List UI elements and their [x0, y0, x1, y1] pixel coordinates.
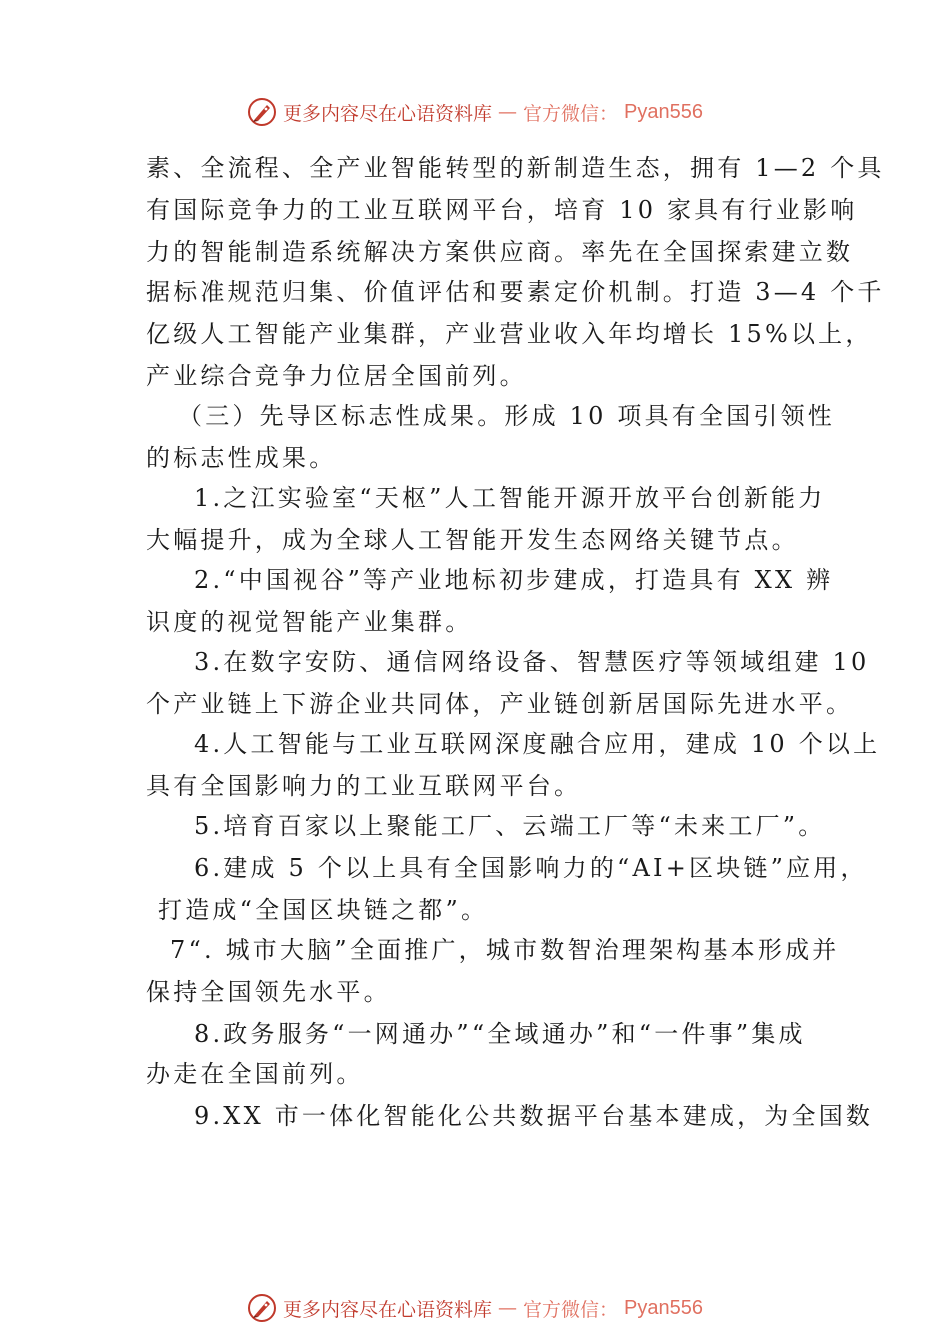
banner-main-text: 更多内容尽在心语资料库 [283, 102, 493, 125]
text-line: 办走在全国前列。 [146, 1060, 364, 1088]
list-item: 2.“中国视谷”等产业地标初步建成，打造具有 XX 辨 [194, 566, 834, 594]
banner-wechat-id: Pyan556 [624, 1296, 703, 1319]
text-line: 个产业链上下游企业共同体，产业链创新居国际先进水平。 [146, 690, 854, 718]
banner-sub-text: 官方微信： [523, 1298, 619, 1321]
text-line: 保持全国领先水平。 [146, 978, 391, 1006]
list-item: 6.建成 5 个以上具有全国影响力的“AI+区块链”应用， [194, 854, 868, 882]
list-item: 4.人工智能与工业互联网深度融合应用，建成 10 个以上 [194, 730, 881, 758]
banner-sub-text: 官方微信： [523, 102, 619, 125]
banner-dash: — [498, 101, 518, 123]
footer-banner [0, 1288, 950, 1328]
footer-banner-content [247, 1293, 703, 1323]
header-banner-content [247, 97, 703, 127]
list-item: 5.培育百家以上聚能工厂、云端工厂等“未来工厂”。 [194, 812, 826, 840]
header-banner [0, 92, 950, 132]
text-line: 亿级人工智能产业集群，产业营业收入年均增长 15%以上， [146, 320, 873, 348]
section-heading: （三）先导区标志性成果。形成 10 项具有全国引领性 [178, 402, 835, 430]
list-item: 8.政务服务“一网通办”“全域通办”和“一件事”集成 [194, 1020, 806, 1048]
banner-dash: — [498, 1297, 518, 1319]
list-item: 1.之江实验室“天枢”人工智能开源开放平台创新能力 [194, 484, 826, 512]
banner-wechat-id: Pyan556 [624, 100, 703, 123]
pen-nib-logo-icon [247, 97, 277, 127]
text-line: 识度的视觉智能产业集群。 [146, 608, 473, 636]
text-line: 有国际竞争力的工业互联网平台，培育 10 家具有行业影响 [146, 196, 858, 224]
text-line: 力的智能制造系统解决方案供应商。率先在全国探索建立数 [146, 238, 854, 266]
list-item: 7“. 城市大脑”全面推广，城市数智治理架构基本形成并 [170, 936, 840, 964]
text-line: 打造成“全国区块链之都”。 [158, 896, 489, 924]
text-line: 产业综合竞争力位居全国前列。 [146, 362, 527, 390]
text-line: 大幅提升，成为全球人工智能开发生态网络关键节点。 [146, 526, 799, 554]
list-item: 9.XX 市一体化智能化公共数据平台基本建成，为全国数 [194, 1102, 874, 1130]
text-line: 素、全流程、全产业智能转型的新制造生态，拥有 1—2 个具 [146, 154, 885, 182]
text-line: 据标准规范归集、价值评估和要素定价机制。打造 3—4 个千 [146, 278, 885, 306]
banner-main-text: 更多内容尽在心语资料库 [283, 1298, 493, 1321]
list-item: 3.在数字安防、通信网络设备、智慧医疗等领域组建 10 [194, 648, 870, 676]
pen-nib-logo-icon [247, 1293, 277, 1323]
text-line: 的标志性成果。 [146, 444, 337, 472]
text-line: 具有全国影响力的工业互联网平台。 [146, 772, 582, 800]
